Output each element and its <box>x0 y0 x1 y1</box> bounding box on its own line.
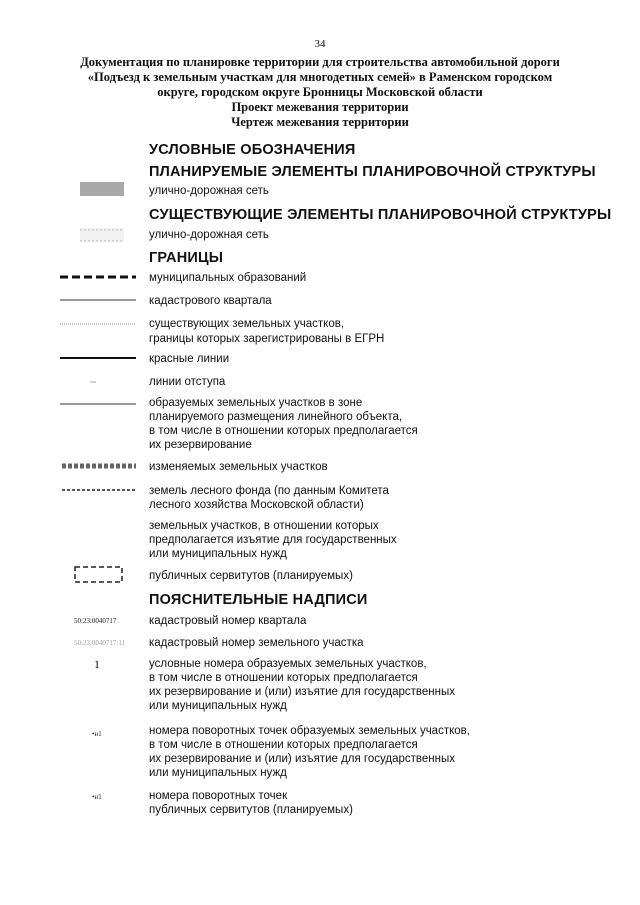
document-title-line-3: округе, городском округе Бронницы Московской области <box>157 85 483 99</box>
setback-lines-symbol <box>90 380 96 384</box>
formed-plots-label-4: их резервирование <box>149 439 252 451</box>
page-number: 34 <box>314 38 326 50</box>
document-title-line-1: Документация по планировке территории для строительства автомобильной дороги <box>80 55 560 69</box>
existing-road-symbol <box>78 226 126 244</box>
municipal-border-label: муниципальных образований <box>149 272 307 284</box>
seizure-label-1: земельных участков, в отношении которых <box>149 520 379 532</box>
formed-plots-label-1: образуемых земельных участков в зоне <box>149 397 363 409</box>
existing-elements-heading: СУЩЕСТВУЮЩИЕ ЭЛЕМЕНТЫ ПЛАНИРОВОЧНОЙ СТРУКТУРЫ <box>149 207 612 223</box>
servitudes-label: публичных сервитутов (планируемых) <box>149 570 353 582</box>
existing-plots-symbol <box>60 322 136 326</box>
formed-plots-symbol <box>60 402 136 406</box>
changed-plots-symbol <box>62 463 136 469</box>
servitude-points-symbol: •н1 <box>92 793 102 801</box>
seizure-label-2: предполагается изъятие для государственных <box>149 534 397 546</box>
cadastral-quarter-label: кадастрового квартала <box>149 295 272 307</box>
turning-points-label-1: номера поворотных точек образуемых земельных участков, <box>149 725 470 737</box>
plot-number-label: кадастровый номер земельного участка <box>149 637 364 649</box>
servitudes-symbol <box>74 566 124 584</box>
seizure-label-3: или муниципальных нужд <box>149 548 287 560</box>
turning-points-label-2: в том числе в отношении которых предполагается <box>149 739 418 751</box>
planned-road-label: улично-дорожная сеть <box>149 185 269 197</box>
explanatory-notes-heading: ПОЯСНИТЕЛЬНЫЕ НАДПИСИ <box>149 592 368 608</box>
quarter-number-symbol: 50:23:0040717 <box>74 617 117 625</box>
conditional-numbers-label-4: или муниципальных нужд <box>149 700 287 712</box>
red-lines-label: красные линии <box>149 353 230 365</box>
turning-points-label-3: их резервирование и (или) изъятие для государственных <box>149 753 455 765</box>
forest-fund-label-2: лесного хозяйства Московской области) <box>149 499 364 511</box>
municipal-border-symbol <box>60 274 136 280</box>
document-subtitle-drawing: Чертеж межевания территории <box>231 115 409 129</box>
setback-lines-label: линии отступа <box>149 376 226 388</box>
existing-plots-label-1: существующих земельных участков, <box>149 318 345 330</box>
red-lines-symbol <box>60 356 136 360</box>
borders-heading: ГРАНИЦЫ <box>149 250 224 266</box>
existing-road-label: улично-дорожная сеть <box>149 229 269 241</box>
quarter-number-label: кадастровый номер квартала <box>149 615 307 627</box>
conditional-numbers-label-3: их резервирование и (или) изъятие для государственных <box>149 686 455 698</box>
formed-plots-label-3: в том числе в отношении которых предполагается <box>149 425 418 437</box>
cadastral-quarter-symbol <box>60 298 136 302</box>
turning-points-symbol: •н1 <box>92 730 102 738</box>
forest-fund-symbol <box>62 488 136 492</box>
conditional-number-symbol: 1 <box>94 657 100 671</box>
planned-elements-heading: ПЛАНИРУЕМЫЕ ЭЛЕМЕНТЫ ПЛАНИРОВОЧНОЙ СТРУКТУРЫ <box>149 164 596 180</box>
legend-title: УСЛОВНЫЕ ОБОЗНАЧЕНИЯ <box>149 142 356 158</box>
conditional-numbers-label-1: условные номера образуемых земельных участков, <box>149 658 427 670</box>
plot-number-symbol: 50:23:0040717:11 <box>74 639 126 647</box>
forest-fund-label-1: земель лесного фонда (по данным Комитета <box>149 485 389 497</box>
formed-plots-label-2: планируемого размещения линейного объекта, <box>149 411 403 423</box>
servitude-points-label-1: номера поворотных точек <box>149 790 288 802</box>
existing-plots-label-2: границы которых зарегистрированы в ЕГРН <box>149 333 385 345</box>
document-subtitle-project: Проект межевания территории <box>231 100 409 114</box>
turning-points-label-4: или муниципальных нужд <box>149 767 287 779</box>
changed-plots-label: изменяемых земельных участков <box>149 461 328 473</box>
servitude-points-label-2: публичных сервитутов (планируемых) <box>149 804 353 816</box>
document-title-line-2: «Подъезд к земельным участкам для многодетных семей» в Раменском городском <box>87 70 553 84</box>
planned-road-symbol <box>80 182 124 196</box>
conditional-numbers-label-2: в том числе в отношении которых предполагается <box>149 672 418 684</box>
